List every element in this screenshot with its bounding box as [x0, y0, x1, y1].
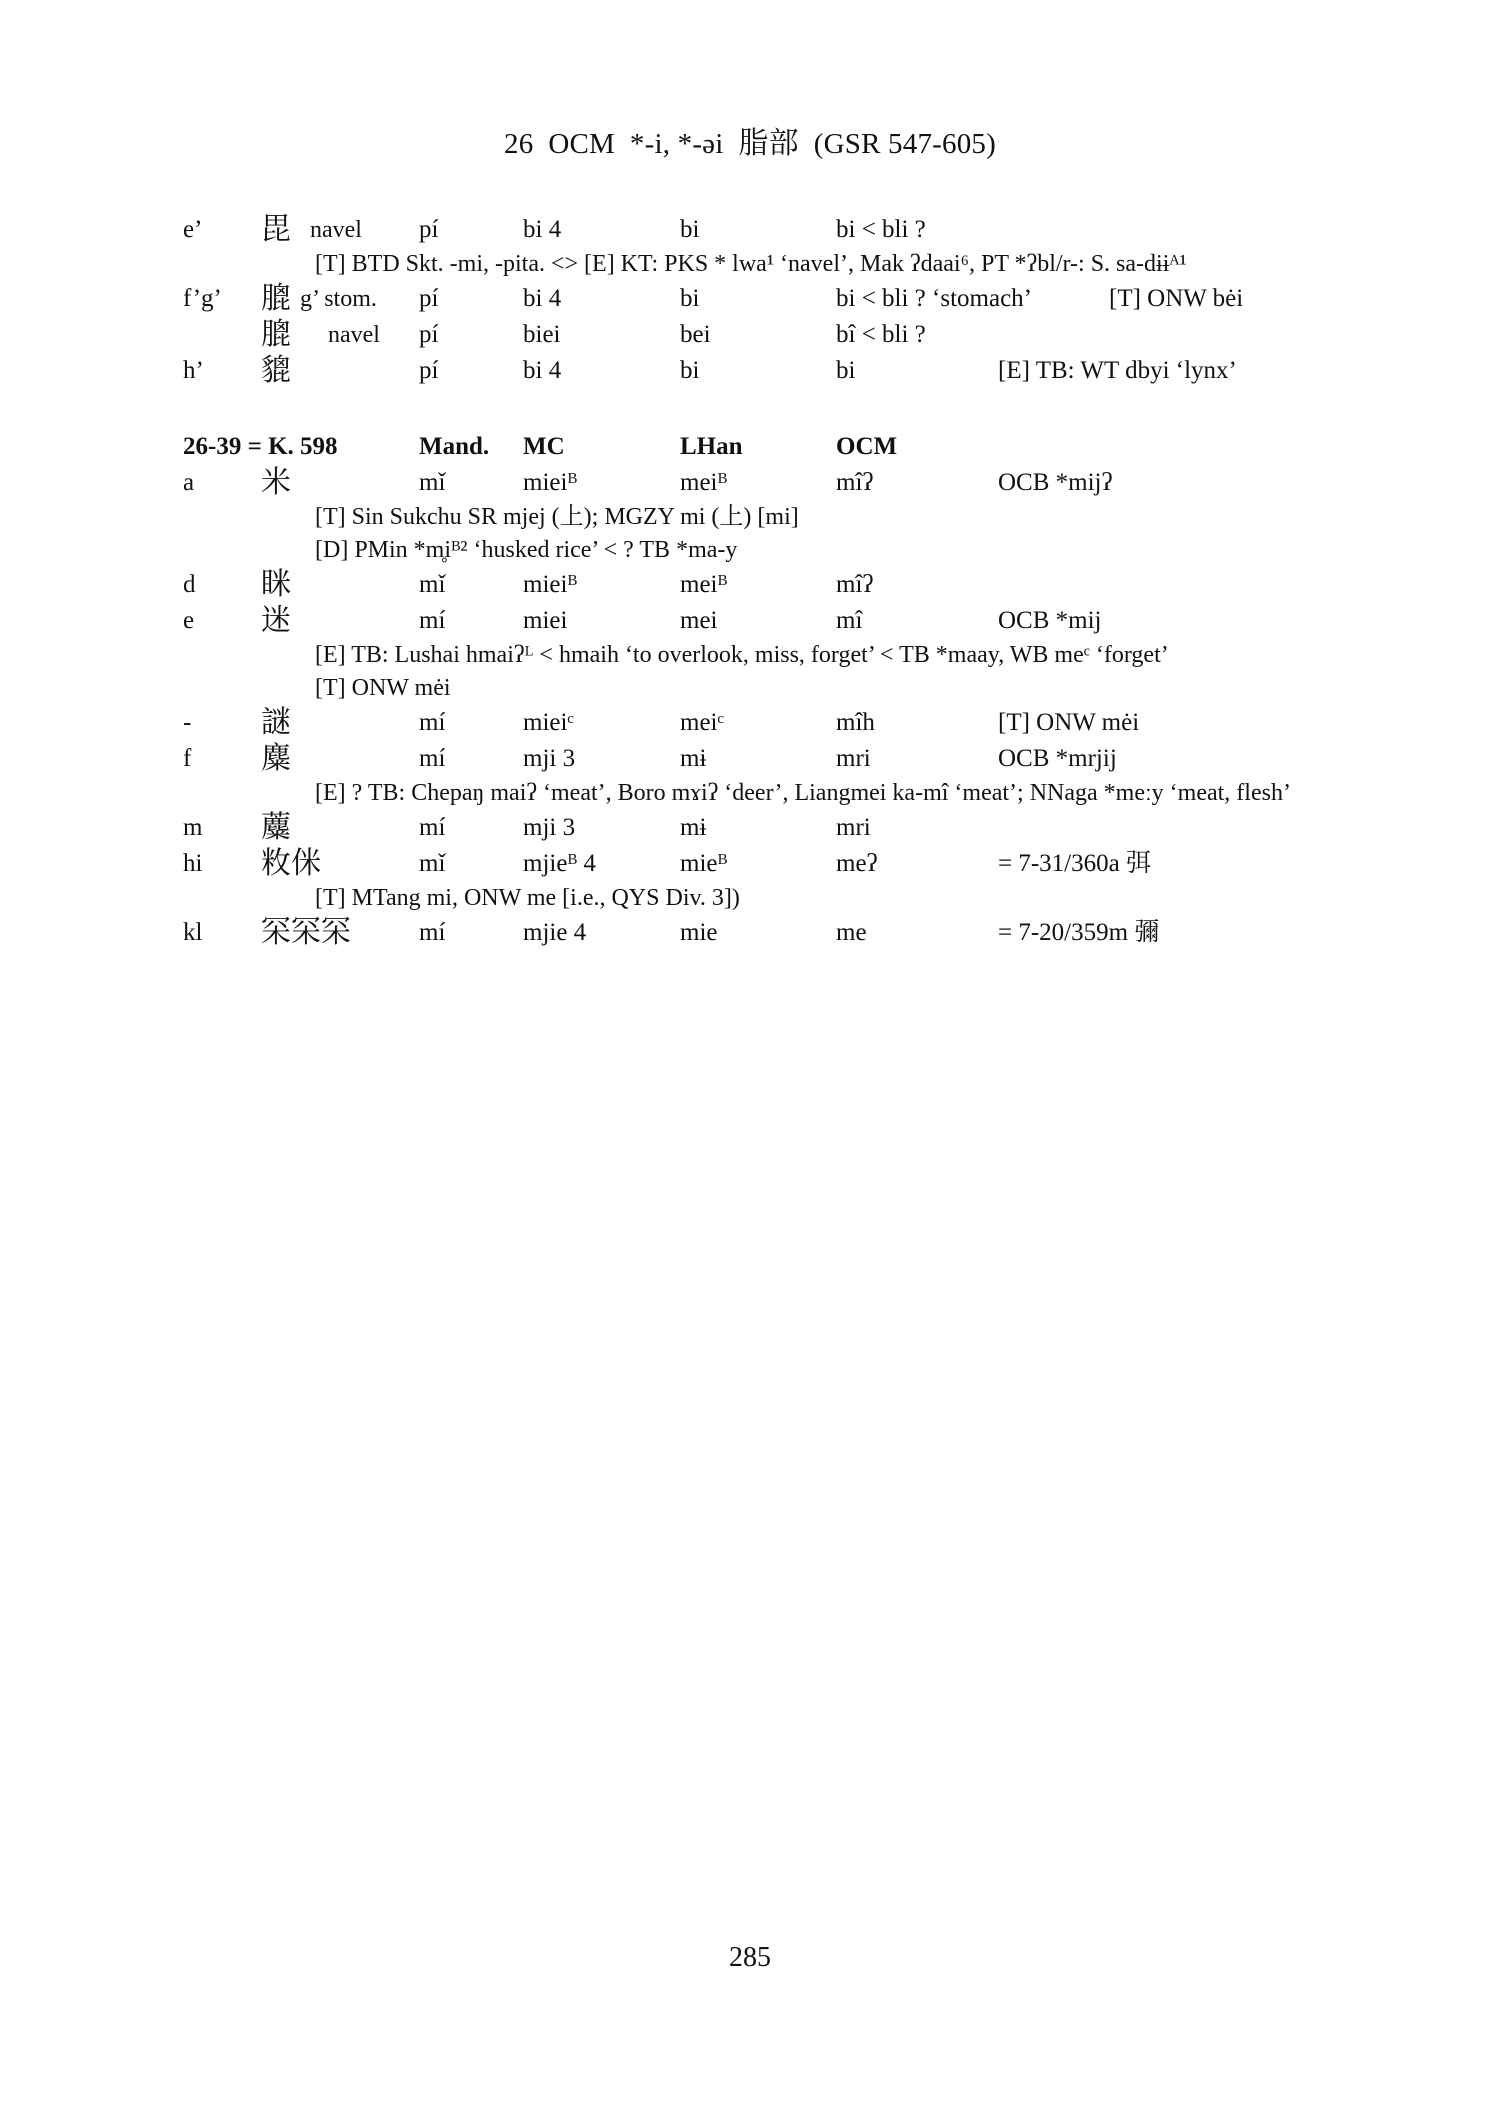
entry-mandarin: mǐ	[419, 469, 446, 496]
entry-id: f	[183, 745, 192, 772]
entry-comment: OCB *mij	[998, 607, 1102, 634]
entry-later-han: bi	[680, 357, 700, 384]
entry-middle-chinese: mieiᴮ	[523, 571, 578, 598]
entry-old-chinese: bi < bli ? ‘stomach’	[836, 285, 1032, 312]
entry-id: a	[183, 469, 195, 496]
entry-row	[183, 705, 1343, 741]
entry-later-han: bei	[680, 321, 711, 348]
entry-gloss: navel	[310, 217, 362, 243]
entry-mandarin: mǐ	[419, 850, 446, 877]
page-number: 285	[729, 1942, 771, 1973]
entry-later-han: meiᴮ	[680, 571, 728, 598]
entry-middle-chinese: mjie 4	[523, 919, 587, 946]
entry-id: e	[183, 607, 195, 634]
chapter-gsr-range: (GSR 547-605)	[813, 128, 996, 160]
entry-middle-chinese: biei	[523, 321, 561, 348]
entry-middle-chinese: mieiᴮ	[523, 469, 578, 496]
entry-character: 膍	[261, 317, 291, 352]
section-header	[183, 429, 1343, 465]
entry-character: 眯	[261, 567, 291, 602]
entry-comment: [T] ONW mėi	[998, 709, 1140, 736]
entry-old-chinese: mri	[836, 745, 871, 772]
entry-character: 謎	[261, 705, 291, 740]
entry-middle-chinese: bi 4	[523, 216, 562, 243]
entry-character: 膍	[261, 281, 291, 316]
entry-later-han: mieᴮ	[680, 850, 728, 877]
entry-mandarin: mí	[419, 919, 446, 946]
entry-mandarin: mí	[419, 745, 446, 772]
entry-later-han: mie	[680, 919, 718, 946]
entry-middle-chinese: mjieᴮ 4	[523, 850, 596, 877]
section-title: 26-39 = K. 598	[183, 433, 338, 460]
chapter-number: 26	[504, 128, 534, 160]
entry-character: 麋	[261, 741, 291, 776]
entry-list	[183, 212, 1343, 951]
entry-row	[183, 603, 1343, 639]
entry-old-chinese: mîʔ	[836, 469, 874, 496]
column-header-ocm: OCM	[836, 433, 898, 460]
entry-mandarin: pí	[419, 285, 439, 312]
entry-comment: OCB *mijʔ	[998, 469, 1113, 496]
entry-mandarin: mí	[419, 607, 446, 634]
chapter-rhyme-group: 脂部	[738, 126, 799, 161]
entry-comment: = 7-31/360a 弭	[998, 850, 1151, 877]
entry-note: [T] BTD Skt. -mi, -pita. <> [E] KT: PKS * lwa¹ ‘navel’, Mak ʔdaai⁶, PT *ʔbl/r-: S. sa-dɨɨᴬ¹	[315, 251, 1187, 277]
entry-later-han: bi	[680, 285, 700, 312]
entry-character: 迷	[261, 603, 291, 638]
entry-comment: [E] TB: WT dbyi ‘lynx’	[998, 357, 1237, 384]
entry-mandarin: mí	[419, 709, 446, 736]
column-header-mc: MC	[523, 433, 565, 460]
entry-comment: OCB *mrjij	[998, 745, 1117, 772]
entry-middle-chinese: bi 4	[523, 285, 562, 312]
entry-comment: [T] ONW bėi	[1109, 285, 1244, 312]
entry-middle-chinese: mji 3	[523, 814, 576, 841]
entry-old-chinese: bi < bli ?	[836, 216, 926, 243]
entry-note: [T] Sin Sukchu SR mjej (上); MGZY mi (上) [mi]	[315, 504, 799, 530]
chapter-finals: *-i, *-əi	[629, 128, 724, 160]
entry-old-chinese: me	[836, 919, 867, 946]
entry-character: 敉侎	[261, 846, 321, 881]
entry-old-chinese: mri	[836, 814, 871, 841]
entry-character: 貔	[261, 353, 291, 388]
entry-mandarin: mǐ	[419, 571, 446, 598]
entry-later-han: mɨ	[680, 745, 707, 772]
entry-character: 蘪	[261, 810, 291, 845]
entry-id: f’g’	[183, 285, 222, 312]
entry-later-han: meiᶜ	[680, 709, 724, 736]
entry-later-han: meiᴮ	[680, 469, 728, 496]
entry-mandarin: pí	[419, 216, 439, 243]
entry-gloss: navel	[328, 322, 380, 348]
entry-middle-chinese: bi 4	[523, 357, 562, 384]
entry-note: [E] TB: Lushai hmaiʔᴸ < hmaih ‘to overlook, miss, forget’ < TB *maay, WB meᶜ ‘forget’	[315, 642, 1169, 668]
entry-character: 毘	[261, 212, 291, 247]
column-header-mandarin: Mand.	[419, 433, 490, 460]
entry-row	[183, 846, 1343, 882]
entry-id: hi	[183, 850, 203, 877]
entry-note: [E] ? TB: Chepaŋ maiʔ ‘meat’, Boro mɤiʔ ‘deer’, Liangmei ka-mî ‘meat’; NNaga *meːy ‘meat, flesh’	[315, 780, 1291, 806]
entry-character: 罙罙罙	[261, 915, 351, 950]
entry-note: [D] PMin *m̥iᴮ² ‘husked rice’ < ? TB *ma-y	[315, 537, 738, 563]
entry-row	[183, 281, 1343, 317]
entry-row	[183, 317, 1343, 353]
entry-old-chinese: bi	[836, 357, 856, 384]
column-header-lhan: LHan	[680, 433, 743, 460]
entry-gloss: g’ stom.	[300, 286, 377, 312]
section-gap	[183, 389, 1343, 429]
entry-mandarin: pí	[419, 321, 439, 348]
entry-old-chinese: mîh	[836, 709, 875, 736]
entry-later-han: bi	[680, 216, 700, 243]
entry-later-han: mei	[680, 607, 718, 634]
entry-old-chinese: mî	[836, 607, 863, 634]
entry-row	[183, 567, 1343, 603]
entry-id: m	[183, 814, 203, 841]
entry-mandarin: pí	[419, 357, 439, 384]
entry-note: [T] MTang mi, ONW me [i.e., QYS Div. 3])	[315, 885, 740, 911]
entry-row	[183, 915, 1343, 951]
entry-note: [T] ONW mėi	[315, 675, 451, 701]
entry-middle-chinese: mji 3	[523, 745, 576, 772]
chapter-label: OCM	[548, 128, 615, 160]
entry-id: h’	[183, 357, 204, 384]
entry-row	[183, 810, 1343, 846]
entry-row	[183, 212, 1343, 248]
entry-middle-chinese: miei	[523, 607, 568, 634]
entry-id: e’	[183, 216, 203, 243]
entry-row	[183, 465, 1343, 501]
entry-later-han: mɨ	[680, 814, 707, 841]
entry-row	[183, 741, 1343, 777]
entry-comment: = 7-20/359m 彌	[998, 919, 1160, 946]
entry-old-chinese: meʔ	[836, 850, 878, 877]
entry-character: 米	[261, 465, 291, 500]
entry-middle-chinese: mieiᶜ	[523, 709, 574, 736]
entry-id: d	[183, 571, 196, 598]
entry-old-chinese: mîʔ	[836, 571, 874, 598]
entry-old-chinese: bî < bli ?	[836, 321, 926, 348]
entry-id: kl	[183, 919, 203, 946]
entry-row	[183, 353, 1343, 389]
page-header	[0, 118, 1500, 162]
entry-id: -	[183, 709, 192, 736]
entry-mandarin: mí	[419, 814, 446, 841]
